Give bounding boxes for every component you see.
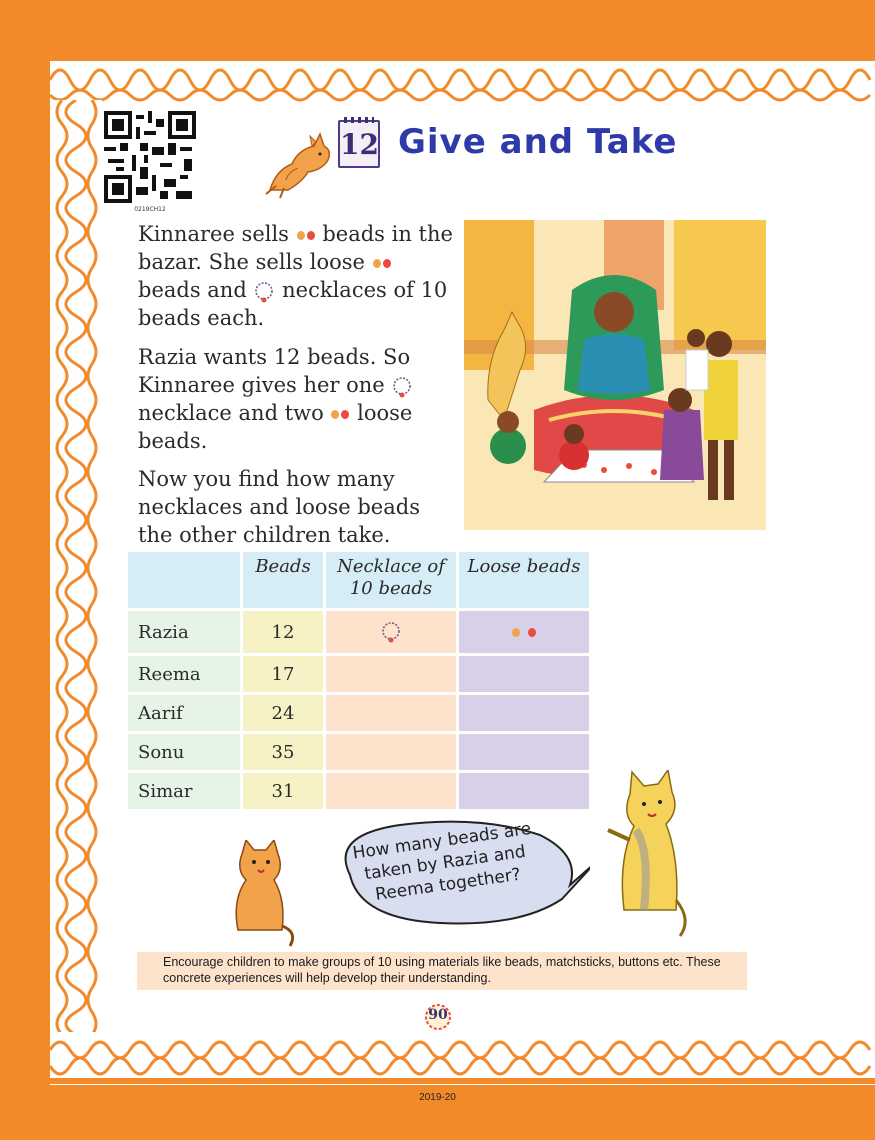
row-beads: 31 <box>243 773 323 809</box>
row-name: Aarif <box>128 695 240 731</box>
sitting-cat-icon <box>220 840 300 950</box>
necklace-cell[interactable] <box>326 656 456 692</box>
table-header-row <box>128 552 589 608</box>
qr-code-icon[interactable] <box>104 111 196 203</box>
row-name: Simar <box>128 773 240 809</box>
decorative-border-bottom <box>50 1032 875 1084</box>
row-beads: 24 <box>243 695 323 731</box>
chapter-title: Give and Take <box>398 122 678 162</box>
row-name: Reema <box>128 656 240 692</box>
edition-year: 2019-20 <box>419 1092 456 1103</box>
necklace-cell[interactable] <box>326 695 456 731</box>
loose-beads-cell[interactable] <box>459 656 589 692</box>
necklace-icon <box>253 280 275 304</box>
teacher-note: Encourage children to make groups of 10 using materials like beads, matchsticks, buttons etc. These concrete experiences will help develop their understanding. <box>137 952 747 990</box>
intro-text: beads and <box>138 278 247 302</box>
decorative-border-top <box>50 55 875 105</box>
loose-beads-cell <box>459 611 589 653</box>
intro-paragraph-1 <box>138 220 458 332</box>
intro-text: loose beads. <box>138 401 413 453</box>
beads-icon <box>511 622 537 643</box>
row-beads: 17 <box>243 656 323 692</box>
necklace-cell <box>326 611 456 653</box>
beads-icon <box>296 222 316 246</box>
speech-bubble-text: How many beads are taken by Razia and Reema together? <box>351 818 533 905</box>
table-row <box>128 734 589 770</box>
necklace-cell[interactable] <box>326 734 456 770</box>
table-row <box>128 695 589 731</box>
qr-code-label: 0219CH12 <box>134 206 166 213</box>
intro-paragraph-2 <box>138 343 458 455</box>
standing-cat-icon <box>600 770 690 940</box>
loose-beads-cell[interactable] <box>459 695 589 731</box>
intro-text: necklace and two <box>138 401 324 425</box>
necklace-cell[interactable] <box>326 773 456 809</box>
beads-table <box>125 549 592 812</box>
table-row <box>128 773 589 809</box>
intro-text: Razia wants 12 beads. So Kinnaree gives her one <box>138 345 411 397</box>
row-beads: 35 <box>243 734 323 770</box>
decorative-border-left <box>50 100 102 1035</box>
row-name: Sonu <box>128 734 240 770</box>
necklace-icon <box>380 620 402 644</box>
beads-icon <box>330 401 350 425</box>
table-header-necklace: Necklace of 10 beads <box>326 552 456 608</box>
loose-beads-cell[interactable] <box>459 773 589 809</box>
table-header-loose-beads: Loose beads <box>459 552 589 608</box>
loose-beads-cell[interactable] <box>459 734 589 770</box>
intro-paragraph-3: Now you find how many necklaces and loose beads the other children take. <box>138 467 420 547</box>
table-header-beads: Beads <box>243 552 323 608</box>
beads-icon <box>372 250 392 274</box>
necklace-icon <box>391 375 413 399</box>
bead-seller-illustration <box>464 220 766 530</box>
table-row <box>128 656 589 692</box>
table-header-empty <box>128 552 240 608</box>
intro-text: Kinnaree sells <box>138 222 289 246</box>
page-number: 90 <box>428 1007 448 1023</box>
row-beads: 12 <box>243 611 323 653</box>
table-row <box>128 611 589 653</box>
intro-text: necklaces of 10 beads each. <box>138 278 448 330</box>
intro-text: beads in the bazar. She sells loose <box>138 222 453 274</box>
chapter-number: 12 <box>338 120 380 168</box>
row-name: Razia <box>128 611 240 653</box>
cat-illustration-icon <box>258 120 338 200</box>
